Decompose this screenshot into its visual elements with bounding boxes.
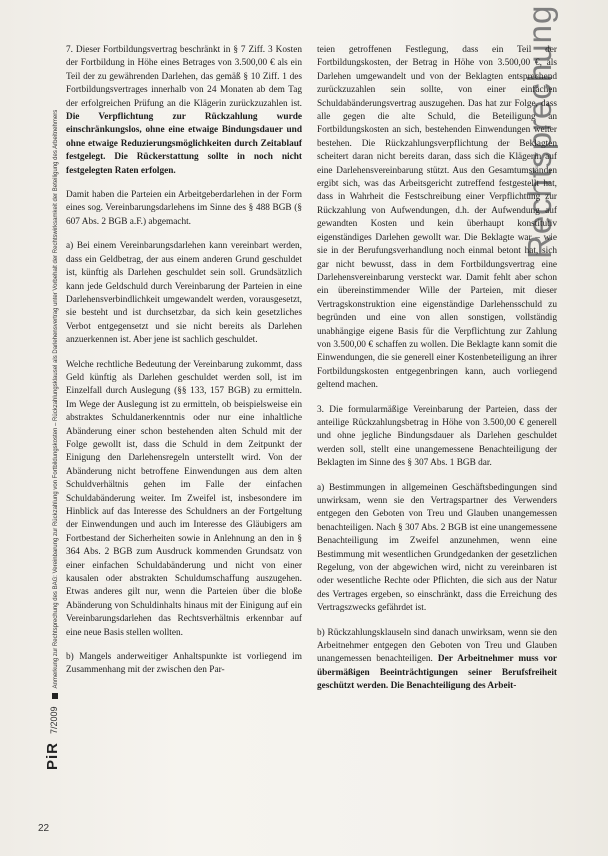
bold-text: Die Verpflichtung zur Rückzahlung wurde einschränkungslos, ohne eine etwaige Bindungsdauer und ohne etwaige Reduzierungsmöglichkeiten durch Zeitablauf festgelegt. Die Rückerstattung sollte in noch nicht festgelegten Raten erfolgen.	[66, 112, 302, 176]
paragraph: a) Bestimmungen in allgemeinen Geschäftsbedingungen sind unwirksam, wenn sie den Vertragspartner des Verwenders entgegen den Geboten von Treu und Glauben unangemessen benachteiligen. Nach § 307 Abs. 2 BGB ist eine unangemessene Benachteiligung im Zweifel anzunehmen, wenn eine Bestimmung mit wesentlichen Grundgedanken der gesetzlichen Regelung, von der abgewichen wird, nicht zu vereinbaren ist oder wesentliche Rechte oder Pflichten, die sich aus der Natur des Vertrages ergeben, so einschränkt, dass die Erreichung des Vertragszwecks gefährdet ist.	[317, 482, 557, 614]
section-title: Rechtsprechung	[521, 4, 558, 259]
paragraph: teien getroffenen Festlegung, dass ein Teil der Fortbildungskosten, der Betrag in Höhe von 3.500,00 €, als Darlehen umgewandelt und von der Beklagten entsprechend zurückzuzahlen sein sollte, von einer einfachen Schuldabänderungsvertrag auszugehen. Das hat zur Folge, dass alle gegen die alte Schuld, die Beteiligung an Fortbildungskosten an sich, bestehenden Einwendungen weiter bestehen. Die Rückzahlungsverpflichtung der Beklagten scheitert daran nicht bereits daran, dass sich die Klägerin auf eine Darlehensvereinbarung stützt. Aus den Gesamtumständen ergibt sich, was das Arbeitsgericht zutreffend festgestellt hat, dass in Wahrheit die Festschreibung einer Verpflichtung zur Rückzahlung von Aufwendungen, d.h. der Aufwendung auf gewandten Kosten und kein überhaupt konstitutiv eigenständiges Darlehen gewollt war. Die Beklagte war – wie sie in der Berufungsverhandlung noch einmal betont hat, sich gar nicht bewusst, dass in dem Fortbildungsvertrag eine Darlehensvereinbarung versteckt war. Damit fehlt aber schon ein übereinstimmender Wille der Parteien, mit dieser Vertragskonstruktion eine eigenständige Darlehensschuld zu begründen und eine von allen sonstigen, vollständig unabhängige eigene Basis für die Verpflichtung zur Zahlung von 3.500,00 € schaffen zu wollen. Die Beklagte kann somit die Einwendungen, die sie generell einer Kostenbeteiligung an ihrer Fortbildungskosten entgegenbringen kann, auch vorliegend geltend machen.	[317, 45, 557, 391]
paragraph: Welche rechtliche Bedeutung der Vereinbarung zukommt, dass Geld künftig als Darlehen geschuldet werden soll, ist im Einzelfall durch Auslegung (§§ 133, 157 BGB) zu ermitteln. Im Wege der Auslegung ist zu ermitteln, ob beispielsweise ein abstraktes Schuldanerkenntnis oder nur eine inhaltliche Abänderung einer schon bestehenden alten Schuld mit der Folge gewollt ist, dass die Schuld in dem Zeitpunkt der Einigung den Darlehensregeln unterstellt wird. Von der Abänderung nicht betroffene Einwendungen aus dem alten Schuldverhältnis gehen im Falle der einfachen Schuldabänderung weiter. Im Zweifel ist, insbesondere im Hinblick auf das Interesse des Schuldners an der Fortgeltung der Einwendungen und auch im Interesse des Gläubigers am Fortbestand der Sicherheiten sowie in Anlehnung an den in § 364 Abs. 2 BGB zum Ausdruck kommenden Grundsatz von einer einfachen Schuldabänderung und nicht von einer kausalen oder abstrakten Schuldumschaffung auszugehen. Etwas anderes gilt nur, wenn die Parteien über die bloße Abänderung von Schuldinhalts hinaus mit der Einigung auf ein Vereinbarungsdarlehen das Rechtsverhältnis erkennbar auf eine neue Basis stellen wollten.	[66, 359, 302, 638]
paragraph-text: 7. Dieser Fortbildungsvertrag beschränkt in § 7 Ziff. 3 Kosten der Fortbildung in Höhe eines Betrages von 3.500,00 € als ein Teil der zu gewährenden Darlehen, das gemäß § 10 Ziff. 1 des Fortbildungsvertrages innerhalb von 24 Monaten ab dem Tag der erfolgreichen Prüfung an die Klägerin zurückzuzahlen ist.	[66, 45, 302, 109]
right-column	[317, 44, 557, 705]
bold-text: Der Arbeitnehmer muss vor übermäßigen Beeinträchtigungen seiner Berufsfreiheit geschützt werden. Die Benachteiligung des Arbeit-	[317, 654, 558, 692]
paragraph-text: b) Rückzahlungsklauseln sind danach unwirksam, wenn sie den Arbeitnehmer entgegen den Geboten von Treu und Glauben unangemessen benachteiligen.	[317, 627, 557, 665]
paragraph: b) Mangels anderweitiger Anhaltspunkte ist vorliegend im Zusammenhang mit der zwischen den Par-	[66, 652, 302, 676]
paragraph: a) Bei einem Vereinbarungsdarlehen kann vereinbart werden, dass ein Geldbetrag, der aus einem anderen Grund geschuldet ist, künftig als Darlehen geschuldet sein soll. Grundsätzlich kann jede Geldschuld durch Vereinbarung der Parteien in eine Darlehensverbindlichkeit umgewandelt werden, vorausgesetzt, sie besteht und ist durchsetzbar, da sich kein gesetzliches Verbot entgegensetzt und sie nicht bereits als Darlehen anzuerkennen ist. Aber jene ist sachlich geschuldet.	[66, 241, 302, 346]
square-bullet-icon	[52, 693, 58, 699]
paragraph: 3. Die formularmäßige Vereinbarung der Parteien, dass der anteilige Rückzahlungsbetrag in Höhe von 3.500,00 € generell und ohne jegliche Bindungsdauer als Darlehen geschuldet werden soll, stellt eine unangemessene Benachteiligung der Beklagten im Sinne des § 307 Abs. 1 BGB dar.	[317, 404, 557, 469]
page-number: 22	[38, 823, 50, 834]
journal-logo: PiR	[44, 741, 61, 770]
side-strip-text: Anmerkung zur Rechtsprechung des BAG: Vereinbarung zur Rückzahlung von Fortbildungskosten – Rückzahlungsklausel als Darlehensvertrag unter Vorbehalt der Rechtswirksamkeit der Beteiligung des Arbeitnehmers	[53, 109, 59, 689]
issue-number: 7/2009	[49, 706, 59, 734]
journal-side-strip	[44, 0, 61, 770]
left-column	[66, 44, 302, 689]
paragraph	[66, 44, 302, 178]
paragraph	[317, 627, 557, 694]
paragraph: Damit haben die Parteien ein Arbeitgeberdarlehen in der Form eines sog. Vereinbarungsdarlehens im Sinne des § 488 BGB (§ 607 Abs. 2 BGB a.F.) abgemacht.	[66, 190, 302, 227]
